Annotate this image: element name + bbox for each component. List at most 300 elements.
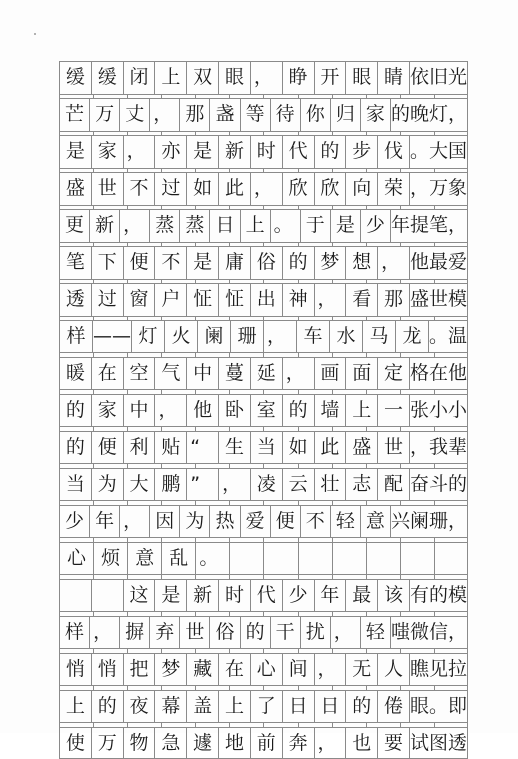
grid-cell: 不 — [123, 173, 155, 205]
grid-cell: 的 — [282, 395, 314, 427]
gap-cell — [195, 686, 229, 689]
grid-cell: 悄 — [91, 654, 123, 686]
grid-cell: 家 — [91, 395, 123, 427]
gap-cell — [263, 280, 297, 283]
grid-cell: 为 — [91, 469, 123, 501]
gap-cell — [93, 169, 127, 172]
grid-cell: 的 — [282, 247, 314, 279]
grid-cell: 上 — [218, 691, 250, 723]
grid-cell: 大 — [123, 469, 155, 501]
gap-cell — [332, 95, 366, 98]
gap-cell — [229, 390, 263, 393]
grid-cell: 新 — [218, 136, 250, 168]
grid-cell: 当 — [59, 469, 91, 501]
grid-cell: 人 — [377, 654, 409, 686]
gap-cell — [93, 390, 127, 393]
grid-cell: ，我辈 — [409, 432, 468, 464]
gap-cell — [298, 132, 332, 135]
grid-cell: 依旧光 — [409, 62, 468, 94]
grid-cell: 遽 — [186, 728, 218, 759]
grid-cell: 样 — [59, 321, 92, 353]
grid-cell: 张小小 — [409, 395, 468, 427]
grid-cell: 倦 — [377, 691, 409, 723]
gap-cell — [127, 723, 161, 726]
row-gap — [59, 389, 468, 393]
grid-cell: 便 — [123, 247, 155, 279]
grid-cell: 瞧见拉 — [409, 654, 468, 686]
gap-cell — [263, 501, 297, 504]
grid-cell: 的 — [240, 617, 270, 649]
grid-cell: 万 — [91, 728, 123, 759]
grid-cell: 的晚灯， — [390, 99, 468, 131]
gap-cell — [59, 723, 93, 726]
grid-cell: 。 — [195, 543, 229, 575]
gap-cell — [59, 686, 93, 689]
gap-cell — [229, 612, 263, 615]
gap-cell — [366, 243, 400, 246]
grid-cell: 更 — [59, 210, 89, 242]
gap-cell — [263, 132, 297, 135]
gap-cell — [229, 206, 263, 209]
gap-cell — [298, 612, 332, 615]
grid-cell: 卧 — [218, 395, 250, 427]
grid-cell: 眼 — [345, 62, 377, 94]
gap-cell — [298, 243, 332, 246]
gap-cell — [263, 723, 297, 726]
gap-cell — [59, 427, 93, 430]
gap-cell — [400, 317, 434, 320]
gap-cell — [366, 280, 400, 283]
grid-cell: 新 — [89, 210, 119, 242]
grid-cell: 车 — [296, 321, 329, 353]
gap-cell — [332, 612, 366, 615]
gap-cell — [127, 649, 161, 652]
grid-cell: 悄 — [59, 654, 91, 686]
grid-cell: 兴阑珊， — [390, 506, 468, 538]
gap-cell — [263, 243, 297, 246]
grid-cell: 睛 — [377, 62, 409, 94]
gap-cell — [434, 353, 468, 356]
gap-cell — [434, 612, 468, 615]
grid-cell: 墙 — [314, 395, 346, 427]
row-gap — [59, 500, 468, 504]
gap-cell — [59, 538, 93, 541]
gap-cell — [229, 538, 263, 541]
gap-cell — [93, 686, 127, 689]
gap-cell — [59, 612, 93, 615]
gap-cell — [332, 649, 366, 652]
grid-cell: 是 — [186, 247, 218, 279]
grid-cell: 中 — [123, 395, 155, 427]
grid-cell: 梦 — [154, 654, 186, 686]
grid-cell: 鹏 — [154, 469, 186, 501]
gap-cell — [263, 317, 297, 320]
grid-cell — [91, 580, 123, 612]
grid-cell: ，万象 — [409, 173, 468, 205]
grid-cell: ” — [186, 469, 218, 501]
grid-cell: ， — [89, 617, 119, 649]
grid-cell: 也 — [345, 728, 377, 759]
grid-cell: 意 — [127, 543, 161, 575]
grid-cell: ， — [154, 395, 186, 427]
grid-cell: 定 — [377, 358, 409, 390]
grid-cell: 最 — [345, 580, 377, 612]
gap-cell — [59, 501, 93, 504]
gap-cell — [93, 538, 127, 541]
gap-cell — [434, 427, 468, 430]
grid-row — [59, 209, 468, 242]
grid-cell: 间 — [282, 654, 314, 686]
gap-cell — [298, 353, 332, 356]
grid-cell: 芒 — [59, 99, 89, 131]
gap-cell — [161, 723, 195, 726]
grid-cell: 的 — [59, 432, 91, 464]
grid-cell: 使 — [59, 728, 91, 759]
grid-cell: ， — [330, 617, 360, 649]
gap-cell — [434, 723, 468, 726]
gap-cell — [127, 132, 161, 135]
gap-cell — [332, 501, 366, 504]
gap-cell — [298, 95, 332, 98]
grid-row — [59, 320, 468, 353]
grid-cell: —— — [92, 321, 131, 353]
grid-cell: 荣 — [377, 173, 409, 205]
grid-row — [59, 505, 468, 538]
grid-row — [59, 653, 468, 686]
grid-cell: 弃 — [149, 617, 179, 649]
gap-cell — [161, 280, 195, 283]
row-gap — [59, 648, 468, 652]
grid-cell: 如 — [186, 173, 218, 205]
gap-cell — [229, 95, 263, 98]
row-gap — [59, 722, 468, 726]
grid-cell: 那 — [179, 99, 209, 131]
gap-cell — [127, 317, 161, 320]
grid-cell: ， — [314, 284, 346, 316]
gap-cell — [195, 132, 229, 135]
gap-cell — [298, 575, 332, 578]
grid-cell: 。 — [270, 210, 300, 242]
grid-cell: 烦 — [93, 543, 127, 575]
gap-cell — [263, 575, 297, 578]
grid-cell: 热 — [209, 506, 239, 538]
gap-cell — [161, 243, 195, 246]
gap-cell — [93, 206, 127, 209]
grid-cell: 归 — [330, 99, 360, 131]
grid-cell: 空 — [123, 358, 155, 390]
gap-cell — [366, 317, 400, 320]
grid-cell: 此 — [218, 173, 250, 205]
grid-cell: 便 — [270, 506, 300, 538]
grid-cell: 窗 — [123, 284, 155, 316]
gap-cell — [59, 353, 93, 356]
grid-cell: 透 — [59, 284, 91, 316]
grid-cell — [298, 543, 332, 575]
grid-cell: 要 — [377, 728, 409, 759]
grid-cell: 日 — [282, 691, 314, 723]
gap-cell — [127, 169, 161, 172]
grid-cell: 上 — [154, 62, 186, 94]
gap-cell — [161, 169, 195, 172]
grid-cell: 缓 — [91, 62, 123, 94]
grid-cell: 气 — [154, 358, 186, 390]
gap-cell — [161, 649, 195, 652]
grid-cell: 等 — [240, 99, 270, 131]
grid-cell: 如 — [282, 432, 314, 464]
gap-cell — [195, 612, 229, 615]
grid-cell: 的 — [91, 691, 123, 723]
grid-cell: 待 — [270, 99, 300, 131]
writing-grid — [59, 61, 468, 759]
gap-cell — [434, 169, 468, 172]
grid-cell: 眼 — [218, 62, 250, 94]
grid-cell: 在 — [91, 358, 123, 390]
grid-cell: 时 — [250, 136, 282, 168]
gap-cell — [229, 317, 263, 320]
grid-cell: ， — [282, 358, 314, 390]
gap-cell — [366, 464, 400, 467]
gap-cell — [400, 538, 434, 541]
gap-cell — [434, 132, 468, 135]
grid-cell: ， — [119, 506, 149, 538]
row-gap — [59, 574, 468, 578]
gap-cell — [229, 723, 263, 726]
grid-row — [59, 542, 468, 575]
gap-cell — [263, 169, 297, 172]
grid-cell: 日 — [209, 210, 239, 242]
grid-row — [59, 431, 468, 464]
gap-cell — [332, 206, 366, 209]
gap-cell — [127, 95, 161, 98]
grid-cell: 少 — [282, 580, 314, 612]
grid-cell: ， — [250, 173, 282, 205]
grid-cell: 一 — [377, 395, 409, 427]
gap-cell — [93, 280, 127, 283]
grid-cell: 是 — [186, 136, 218, 168]
grid-cell: 当 — [250, 432, 282, 464]
gap-cell — [229, 501, 263, 504]
grid-cell: 看 — [345, 284, 377, 316]
grid-cell: 中 — [186, 358, 218, 390]
grid-cell: 出 — [250, 284, 282, 316]
grid-cell: 龙 — [395, 321, 428, 353]
gap-cell — [195, 206, 229, 209]
grid-cell: 年提笔， — [390, 210, 468, 242]
grid-cell: 物 — [123, 728, 155, 759]
grid-cell: ， — [314, 728, 346, 759]
gap-cell — [127, 612, 161, 615]
grid-cell: 想 — [345, 247, 377, 279]
gap-cell — [161, 206, 195, 209]
gap-cell — [298, 538, 332, 541]
gap-cell — [366, 686, 400, 689]
gap-cell — [332, 427, 366, 430]
gap-cell — [434, 464, 468, 467]
gap-cell — [298, 317, 332, 320]
gap-cell — [366, 723, 400, 726]
gap-cell — [400, 464, 434, 467]
grid-cell: 把 — [123, 654, 155, 686]
gap-cell — [229, 243, 263, 246]
grid-cell: 过 — [91, 284, 123, 316]
row-gap — [59, 205, 468, 209]
grid-cell: 贴 — [154, 432, 186, 464]
grid-cell: 面 — [345, 358, 377, 390]
grid-row — [59, 468, 468, 501]
grid-cell: 此 — [314, 432, 346, 464]
grid-cell: 有的模 — [409, 580, 468, 612]
gap-cell — [263, 427, 297, 430]
gap-cell — [366, 353, 400, 356]
row-gap — [59, 352, 468, 356]
row-gap — [59, 242, 468, 246]
grid-cell: 延 — [250, 358, 282, 390]
grid-cell: 生 — [218, 432, 250, 464]
grid-cell: 眼。即 — [409, 691, 468, 723]
grid-cell: 上 — [345, 395, 377, 427]
grid-cell: 嗤微信， — [390, 617, 468, 649]
grid-cell: 上 — [59, 691, 91, 723]
grid-cell: 户 — [154, 284, 186, 316]
gap-cell — [195, 390, 229, 393]
grid-cell: 凌 — [250, 469, 282, 501]
grid-cell: ， — [119, 210, 149, 242]
row-gap — [59, 94, 468, 98]
grid-cell: 灯 — [131, 321, 164, 353]
gap-cell — [400, 243, 434, 246]
grid-cell: 盛 — [345, 432, 377, 464]
grid-cell: ， — [123, 136, 155, 168]
gap-cell — [366, 206, 400, 209]
grid-cell: 盛 — [59, 173, 91, 205]
grid-cell: 扰 — [300, 617, 330, 649]
grid-cell: 盛世模 — [409, 284, 468, 316]
gap-cell — [400, 95, 434, 98]
gap-cell — [161, 501, 195, 504]
grid-cell: 藏 — [186, 654, 218, 686]
gap-cell — [229, 427, 263, 430]
grid-cell: 画 — [314, 358, 346, 390]
grid-cell — [332, 543, 366, 575]
gap-cell — [161, 390, 195, 393]
grid-cell: 怔 — [218, 284, 250, 316]
gap-cell — [434, 243, 468, 246]
gap-cell — [434, 206, 468, 209]
gap-cell — [298, 390, 332, 393]
grid-cell: 是 — [330, 210, 360, 242]
grid-cell: 下 — [91, 247, 123, 279]
row-gap — [59, 426, 468, 430]
grid-cell: 爱 — [240, 506, 270, 538]
gap-cell — [400, 206, 434, 209]
grid-row — [59, 61, 468, 94]
gap-cell — [93, 575, 127, 578]
gap-cell — [59, 317, 93, 320]
gap-cell — [263, 464, 297, 467]
gap-cell — [298, 280, 332, 283]
grid-row — [59, 579, 468, 612]
grid-cell: 少 — [360, 210, 390, 242]
grid-cell: 阑 — [197, 321, 230, 353]
grid-cell: 蔓 — [218, 358, 250, 390]
gap-cell — [434, 280, 468, 283]
gap-cell — [332, 686, 366, 689]
grid-cell: 便 — [91, 432, 123, 464]
grid-cell: 丈 — [119, 99, 149, 131]
gap-cell — [161, 464, 195, 467]
gap-cell — [366, 169, 400, 172]
grid-cell — [434, 543, 468, 575]
gap-cell — [332, 132, 366, 135]
grid-cell: 世 — [179, 617, 209, 649]
grid-cell: ， — [218, 469, 250, 501]
grid-cell: 志 — [345, 469, 377, 501]
grid-cell: 幕 — [154, 691, 186, 723]
grid-cell: 暖 — [59, 358, 91, 390]
gap-cell — [434, 501, 468, 504]
grid-cell: 云 — [282, 469, 314, 501]
grid-row — [59, 616, 468, 649]
grid-cell: 亦 — [154, 136, 186, 168]
grid-cell: 双 — [186, 62, 218, 94]
grid-cell: 他最爱 — [409, 247, 468, 279]
gap-cell — [263, 649, 297, 652]
grid-cell: 蒸 — [179, 210, 209, 242]
gap-cell — [127, 206, 161, 209]
gap-cell — [263, 206, 297, 209]
grid-cell — [400, 543, 434, 575]
grid-cell: 夜 — [123, 691, 155, 723]
grid-cell: 不 — [154, 247, 186, 279]
grid-cell: “ — [186, 432, 218, 464]
grid-cell: 俗 — [209, 617, 239, 649]
grid-cell: 怔 — [186, 284, 218, 316]
grid-cell: 新 — [186, 580, 218, 612]
grid-cell — [229, 543, 263, 575]
grid-cell: 缓 — [59, 62, 91, 94]
gap-cell — [298, 427, 332, 430]
gap-cell — [332, 243, 366, 246]
grid-cell: 时 — [218, 580, 250, 612]
gap-cell — [195, 538, 229, 541]
gap-cell — [195, 95, 229, 98]
gap-cell — [366, 575, 400, 578]
grid-cell: 的 — [59, 395, 91, 427]
gap-cell — [263, 353, 297, 356]
grid-cell: 利 — [123, 432, 155, 464]
gap-cell — [195, 575, 229, 578]
gap-cell — [93, 649, 127, 652]
grid-cell: 万 — [89, 99, 119, 131]
paper-speck — [34, 33, 36, 35]
gap-cell — [366, 612, 400, 615]
grid-row — [59, 727, 468, 759]
grid-cell: 开 — [314, 62, 346, 94]
gap-cell — [195, 317, 229, 320]
gap-cell — [93, 612, 127, 615]
gap-cell — [400, 280, 434, 283]
gap-cell — [229, 353, 263, 356]
gap-cell — [195, 353, 229, 356]
grid-cell: 奋斗的 — [409, 469, 468, 501]
gap-cell — [93, 464, 127, 467]
gap-cell — [195, 649, 229, 652]
gap-cell — [59, 243, 93, 246]
grid-cell: 。温 — [428, 321, 468, 353]
grid-cell: 年 — [89, 506, 119, 538]
grid-cell: 了 — [250, 691, 282, 723]
gap-cell — [400, 390, 434, 393]
